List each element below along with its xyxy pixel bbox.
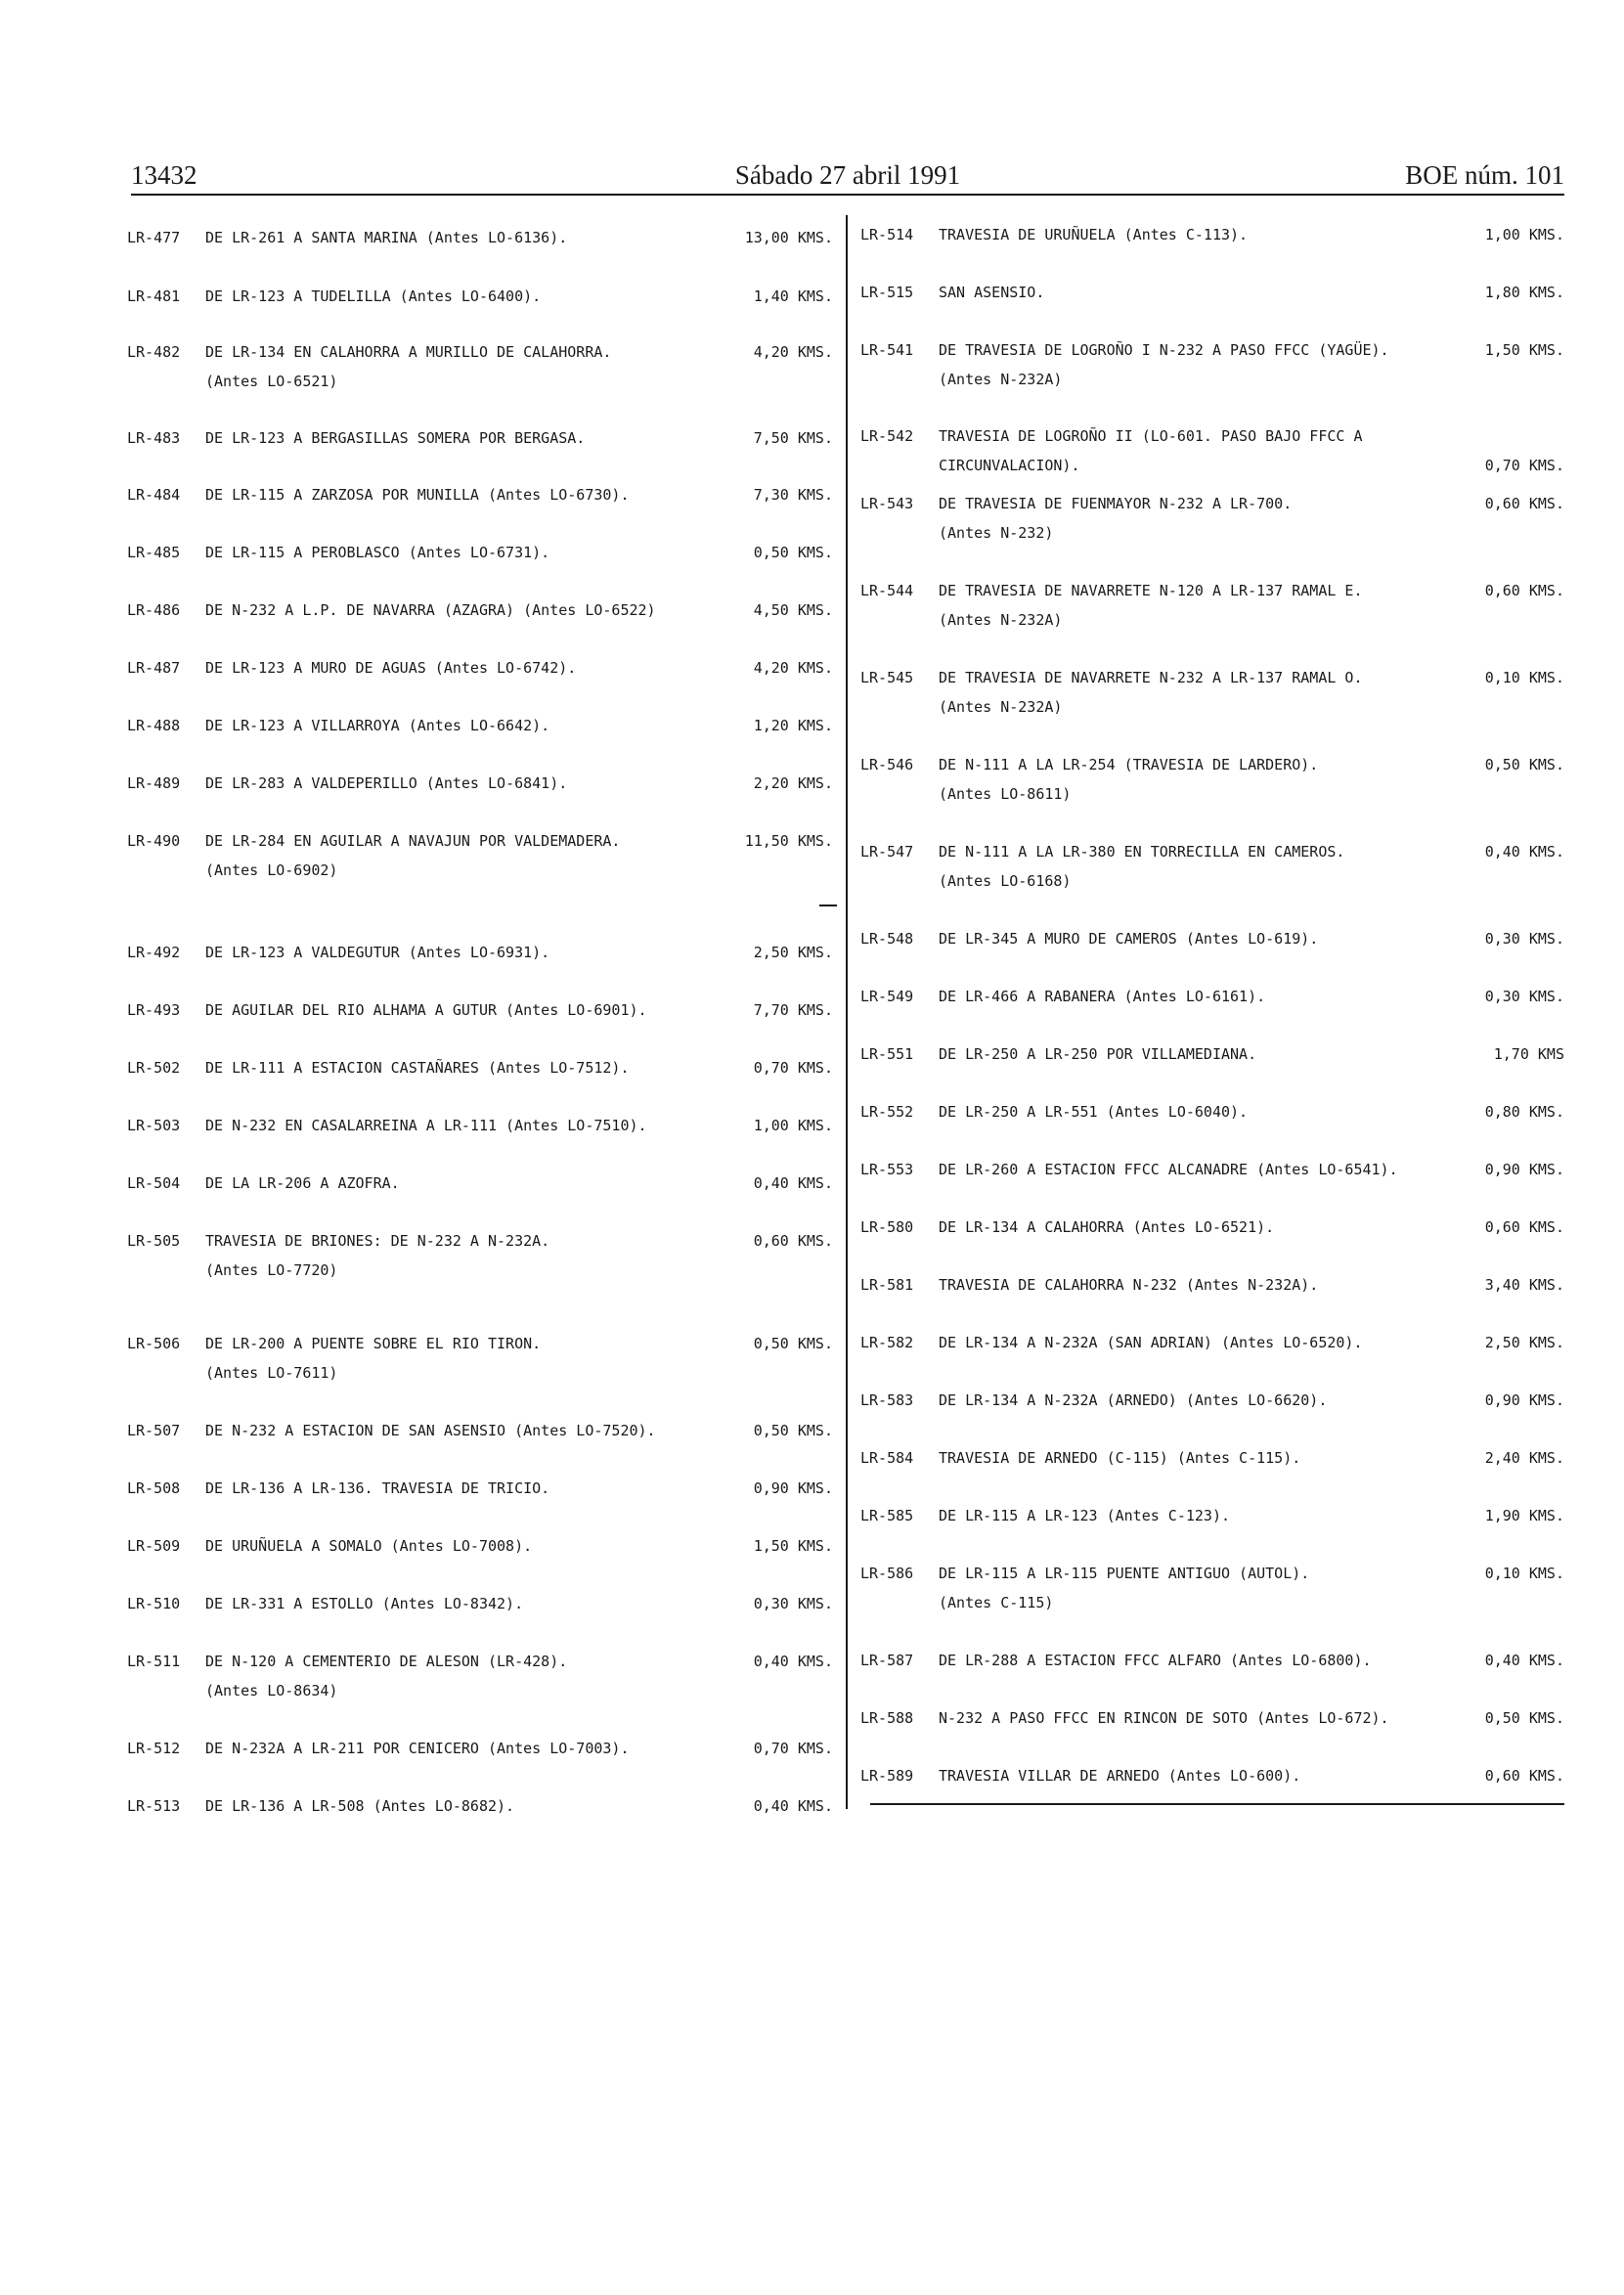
road-description [939,220,1457,249]
road-code: LR-484 [127,486,181,504]
road-length: 2,50 KMS. [1484,1334,1564,1351]
road-description [205,1734,724,1763]
road-code: LR-545 [860,669,914,686]
road-description [205,826,724,885]
road-code: LR-581 [860,1276,914,1294]
road-description [939,278,1457,307]
road-length: 1,90 KMS. [1484,1507,1564,1524]
description-line: DE LR-331 A ESTOLLO (Antes LO-8342). [205,1595,524,1612]
road-code: LR-582 [860,1334,914,1351]
description-line: DE LR-115 A LR-115 PUENTE ANTIGUO (AUTOL). [939,1565,1310,1582]
description-note: (Antes LO-8611) [939,785,1072,803]
road-length: 0,70 KMS. [753,1740,833,1757]
dash-mark [819,905,837,906]
road-description [205,1169,724,1198]
road-length: 7,70 KMS. [753,1001,833,1019]
road-length: 0,50 KMS. [753,1335,833,1352]
road-code: LR-506 [127,1335,181,1352]
road-length: 1,80 KMS. [1484,284,1564,301]
road-code: LR-551 [860,1045,914,1063]
road-code: LR-541 [860,341,914,359]
description-line: DE LR-136 A LR-508 (Antes LO-8682). [205,1797,515,1815]
road-description [205,1474,724,1503]
description-line: DE LR-283 A VALDEPERILLO (Antes LO-6841). [205,774,568,792]
road-code: LR-513 [127,1797,181,1815]
road-description [205,1647,724,1705]
road-length: 1,40 KMS. [753,287,833,305]
road-length: 1,70 KMS [1493,1045,1564,1063]
road-description [939,1097,1457,1126]
road-length: 0,50 KMS. [753,544,833,561]
road-length: 0,30 KMS. [1484,988,1564,1005]
road-description [939,837,1457,896]
description-line: DE LR-134 A N-232A (SAN ADRIAN) (Antes LO-6520). [939,1334,1363,1351]
road-code: LR-585 [860,1507,914,1524]
description-line: DE LR-115 A ZARZOSA POR MUNILLA (Antes LO-6730). [205,486,630,504]
road-description [939,1501,1457,1530]
road-description [205,596,724,625]
description-line: DE N-232 A ESTACION DE SAN ASENSIO (Antes LO-7520). [205,1422,656,1439]
road-code: LR-490 [127,832,181,850]
road-length: 0,30 KMS. [1484,930,1564,948]
road-length: 0,40 KMS. [753,1653,833,1670]
road-code: LR-488 [127,717,181,734]
road-description [205,1416,724,1445]
road-length: 0,70 KMS. [1484,457,1564,474]
road-length: 0,90 KMS. [753,1479,833,1497]
road-code: LR-549 [860,988,914,1005]
road-code: LR-503 [127,1117,181,1134]
road-description [939,750,1457,809]
road-code: LR-477 [127,229,181,246]
description-line: TRAVESIA VILLAR DE ARNEDO (Antes LO-600). [939,1767,1301,1785]
road-length: 1,00 KMS. [753,1117,833,1134]
road-description [205,1589,724,1618]
road-code: LR-542 [860,427,914,445]
description-note: CIRCUNVALACION). [939,457,1080,474]
road-code: LR-547 [860,843,914,861]
road-description [205,995,724,1025]
description-line: DE LR-345 A MURO DE CAMEROS (Antes LO-619). [939,930,1319,948]
road-description [939,982,1457,1011]
road-description [205,769,724,798]
road-length: 1,00 KMS. [1484,226,1564,243]
road-code: LR-487 [127,659,181,677]
road-length: 11,50 KMS. [744,832,833,850]
description-line: DE LR-250 A LR-551 (Antes LO-6040). [939,1103,1249,1121]
road-description [939,421,1457,480]
road-length: 3,40 KMS. [1484,1276,1564,1294]
road-description [205,480,724,509]
road-code: LR-508 [127,1479,181,1497]
road-description [205,223,724,252]
road-code: LR-492 [127,944,181,961]
road-description [205,1226,724,1285]
road-description [205,1791,724,1821]
description-line: DE AGUILAR DEL RIO ALHAMA A GUTUR (Antes LO-6901). [205,1001,647,1019]
road-description [205,1111,724,1140]
description-note: (Antes LO-8634) [205,1682,338,1699]
description-line: DE LR-115 A PEROBLASCO (Antes LO-6731). [205,544,550,561]
description-line: DE N-232 EN CASALARREINA A LR-111 (Antes LO-7510). [205,1117,647,1134]
road-code: LR-586 [860,1565,914,1582]
road-length: 0,60 KMS. [753,1232,833,1250]
road-description [205,711,724,740]
road-code: LR-580 [860,1218,914,1236]
road-description [205,938,724,967]
road-length: 0,90 KMS. [1484,1391,1564,1409]
road-description [939,335,1457,394]
road-description [939,1328,1457,1357]
road-length: 0,40 KMS. [753,1174,833,1192]
road-length: 0,90 KMS. [1484,1161,1564,1178]
description-note: (Antes N-232A) [939,371,1063,388]
road-code: LR-543 [860,495,914,512]
road-description [939,1155,1457,1184]
description-line: TRAVESIA DE CALAHORRA N-232 (Antes N-232A). [939,1276,1319,1294]
road-description [939,1386,1457,1415]
road-length: 4,50 KMS. [753,601,833,619]
road-length: 4,20 KMS. [753,659,833,677]
description-line: DE LR-284 EN AGUILAR A NAVAJUN POR VALDEMADERA. [205,832,621,850]
description-note: (Antes LO-6168) [939,872,1072,890]
road-code: LR-483 [127,429,181,447]
road-description [205,538,724,567]
description-line: DE LA LR-206 A AZOFRA. [205,1174,400,1192]
description-line: DE LR-123 A TUDELILLA (Antes LO-6400). [205,287,542,305]
description-line: DE LR-134 A N-232A (ARNEDO) (Antes LO-6620). [939,1391,1328,1409]
description-line: DE N-111 A LA LR-254 (TRAVESIA DE LARDERO). [939,756,1319,773]
description-line: DE LR-288 A ESTACION FFCC ALFARO (Antes LO-6800). [939,1652,1372,1669]
road-code: LR-587 [860,1652,914,1669]
road-code: LR-515 [860,284,914,301]
description-note: (Antes LO-6902) [205,861,338,879]
road-code: LR-589 [860,1767,914,1785]
description-line: DE N-111 A LA LR-380 EN TORRECILLA EN CAMEROS. [939,843,1345,861]
description-line: DE LR-111 A ESTACION CASTAÑARES (Antes LO-7512). [205,1059,630,1077]
road-code: LR-504 [127,1174,181,1192]
road-length: 0,60 KMS. [1484,1218,1564,1236]
description-line: DE LR-134 EN CALAHORRA A MURILLO DE CALAHORRA. [205,343,612,361]
description-line: TRAVESIA DE LOGROÑO II (LO-601. PASO BAJO FFCC A [939,427,1363,445]
road-length: 0,40 KMS. [1484,1652,1564,1669]
description-line: DE LR-260 A ESTACION FFCC ALCANADRE (Antes LO-6541). [939,1161,1398,1178]
road-code: LR-502 [127,1059,181,1077]
description-line: DE LR-466 A RABANERA (Antes LO-6161). [939,988,1266,1005]
description-line: DE URUÑUELA A SOMALO (Antes LO-7008). [205,1537,533,1555]
description-note: (Antes N-232A) [939,698,1063,716]
description-line: DE LR-261 A SANTA MARINA (Antes LO-6136). [205,229,568,246]
road-code: LR-486 [127,601,181,619]
description-line: DE LR-136 A LR-136. TRAVESIA DE TRICIO. [205,1479,550,1497]
description-note: (Antes N-232A) [939,611,1063,629]
road-description [939,1761,1457,1790]
description-line: DE TRAVESIA DE LOGROÑO I N-232 A PASO FFCC (YAGÜE). [939,341,1389,359]
road-description [939,489,1457,548]
road-length: 0,30 KMS. [753,1595,833,1612]
page-number: 13432 [131,160,198,190]
road-code: LR-509 [127,1537,181,1555]
road-length: 2,40 KMS. [1484,1449,1564,1467]
description-line: TRAVESIA DE BRIONES: DE N-232 A N-232A. [205,1232,550,1250]
description-line: TRAVESIA DE ARNEDO (C-115) (Antes C-115). [939,1449,1301,1467]
description-line: DE LR-123 A MURO DE AGUAS (Antes LO-6742). [205,659,577,677]
road-code: LR-493 [127,1001,181,1019]
road-code: LR-583 [860,1391,914,1409]
road-description [205,653,724,683]
description-note: (Antes N-232) [939,524,1054,542]
road-description [939,1213,1457,1242]
road-length: 0,50 KMS. [1484,1709,1564,1727]
road-description [205,1531,724,1561]
description-line: DE LR-123 A VILLARROYA (Antes LO-6642). [205,717,550,734]
road-code: LR-584 [860,1449,914,1467]
road-length: 0,40 KMS. [753,1797,833,1815]
road-code: LR-489 [127,774,181,792]
column-divider [846,215,848,1809]
road-length: 4,20 KMS. [753,343,833,361]
header-rule [131,194,1564,196]
road-code: LR-507 [127,1422,181,1439]
road-length: 0,60 KMS. [1484,582,1564,599]
road-code: LR-546 [860,756,914,773]
description-line: DE N-120 A CEMENTERIO DE ALESON (LR-428). [205,1653,568,1670]
road-length: 2,50 KMS. [753,944,833,961]
road-length: 2,20 KMS. [753,774,833,792]
road-code: LR-511 [127,1653,181,1670]
road-code: LR-514 [860,226,914,243]
road-length: 0,40 KMS. [1484,843,1564,861]
road-code: LR-552 [860,1103,914,1121]
description-note: (Antes LO-6521) [205,373,338,390]
road-length: 0,80 KMS. [1484,1103,1564,1121]
description-line: DE TRAVESIA DE FUENMAYOR N-232 A LR-700. [939,495,1293,512]
description-line: DE TRAVESIA DE NAVARRETE N-232 A LR-137 RAMAL O. [939,669,1363,686]
road-length: 1,50 KMS. [753,1537,833,1555]
road-description [939,1270,1457,1300]
description-line: DE N-232A A LR-211 POR CENICERO (Antes LO-7003). [205,1740,630,1757]
description-note: (Antes LO-7720) [205,1261,338,1279]
road-code: LR-548 [860,930,914,948]
road-length: 13,00 KMS. [744,229,833,246]
description-line: TRAVESIA DE URUÑUELA (Antes C-113). [939,226,1249,243]
description-line: DE LR-250 A LR-250 POR VILLAMEDIANA. [939,1045,1257,1063]
description-note: (Antes LO-7611) [205,1364,338,1382]
road-length: 0,70 KMS. [753,1059,833,1077]
road-description [205,337,724,396]
description-line: DE N-232 A L.P. DE NAVARRA (AZAGRA) (Antes LO-6522) [205,601,656,619]
road-code: LR-544 [860,582,914,599]
road-description [939,1559,1457,1617]
road-length: 7,30 KMS. [753,486,833,504]
road-description [205,1329,724,1388]
road-description [939,1443,1457,1473]
description-line: DE LR-123 A VALDEGUTUR (Antes LO-6931). [205,944,550,961]
road-description [939,576,1457,635]
publication-date: Sábado 27 abril 1991 [734,160,961,190]
issue-number: BOE núm. 101 [1405,160,1564,190]
road-code: LR-482 [127,343,181,361]
road-length: 0,10 KMS. [1484,1565,1564,1582]
road-description [939,663,1457,722]
road-length: 0,60 KMS. [1484,495,1564,512]
description-line: DE LR-115 A LR-123 (Antes C-123). [939,1507,1231,1524]
description-note: (Antes C-115) [939,1594,1054,1611]
road-description [939,924,1457,953]
road-length: 0,60 KMS. [1484,1767,1564,1785]
road-length: 7,50 KMS. [753,429,833,447]
description-line: DE TRAVESIA DE NAVARRETE N-120 A LR-137 RAMAL E. [939,582,1363,599]
description-line: DE LR-123 A BERGASILLAS SOMERA POR BERGASA. [205,429,586,447]
road-length: 0,50 KMS. [753,1422,833,1439]
road-code: LR-510 [127,1595,181,1612]
road-description [205,1053,724,1082]
road-length: 0,10 KMS. [1484,669,1564,686]
road-description [939,1646,1457,1675]
road-length: 0,50 KMS. [1484,756,1564,773]
road-description [205,282,724,311]
road-code: LR-505 [127,1232,181,1250]
road-description [939,1039,1457,1069]
end-rule [870,1803,1564,1805]
description-line: DE LR-200 A PUENTE SOBRE EL RIO TIRON. [205,1335,542,1352]
road-code: LR-485 [127,544,181,561]
road-code: LR-481 [127,287,181,305]
road-code: LR-512 [127,1740,181,1757]
road-description [939,1703,1457,1733]
road-length: 1,50 KMS. [1484,341,1564,359]
description-line: SAN ASENSIO. [939,284,1045,301]
road-code: LR-588 [860,1709,914,1727]
road-description [205,423,724,453]
road-code: LR-553 [860,1161,914,1178]
road-length: 1,20 KMS. [753,717,833,734]
description-line: N-232 A PASO FFCC EN RINCON DE SOTO (Antes LO-672). [939,1709,1389,1727]
description-line: DE LR-134 A CALAHORRA (Antes LO-6521). [939,1218,1275,1236]
